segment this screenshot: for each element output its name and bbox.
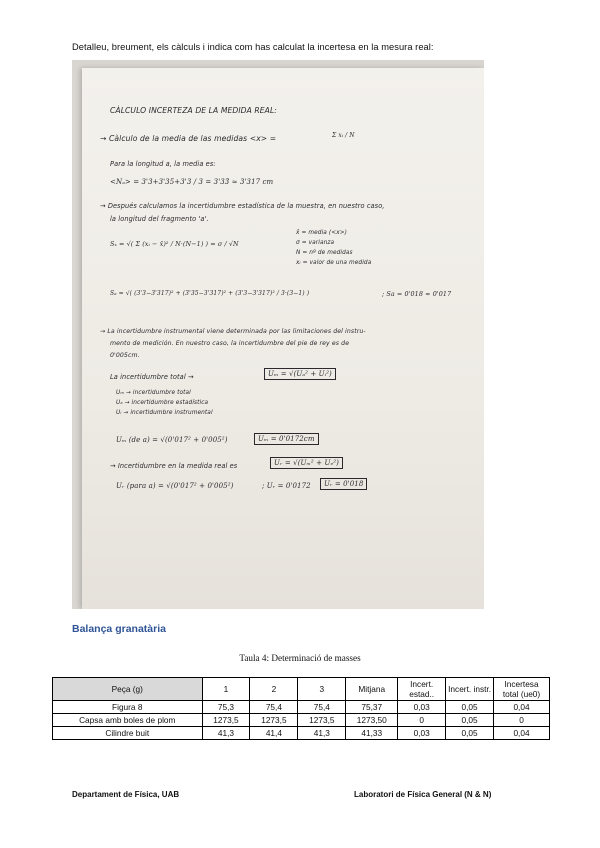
- notes-formula: Uₘ = √(Uₐ² + Uᵢ²): [264, 368, 336, 380]
- table-cell: Cilindre buit: [53, 727, 203, 740]
- table-cell: 75,4: [250, 701, 298, 714]
- table-header-row: [53, 678, 550, 701]
- mass-table: [52, 677, 550, 740]
- table-cell: 0: [494, 714, 550, 727]
- notes-line: → Incertidumbre en la medida real es: [110, 462, 238, 470]
- table-cell: 41,3: [202, 727, 250, 740]
- header-cell: 2: [250, 678, 298, 701]
- notes-result: Uₘ = 0'0172cm: [254, 433, 319, 445]
- table-cell: 0,05: [446, 714, 494, 727]
- notes-formula: Sₓ = √( Σ (xᵢ − x̄)² / N·(N−1) ) = σ / √N: [110, 240, 239, 248]
- notes-title: CÀLCULO INCERTEZA DE LA MEDIDA REAL:: [110, 106, 277, 115]
- table-cell: 1273,5: [298, 714, 346, 727]
- notes-line: → La incertidumbre instrumental viene determinada por las limitaciones del instru-: [100, 328, 366, 335]
- notes-line: → Después calculamos la incertidumbre estadística de la muestra, en nuestro caso,: [100, 202, 385, 210]
- header-cell: 3: [298, 678, 346, 701]
- header-cell: Incert. instr.: [446, 678, 494, 701]
- table-cell: 1273,5: [202, 714, 250, 727]
- table-cell: 0,03: [398, 727, 446, 740]
- notes-formula: Sₐ = √( (3'3−3'317)² + (3'35−3'317)² + (3'3−3'317)² / 3·(3−1) ): [110, 290, 310, 297]
- table-row: [53, 727, 550, 740]
- table-row: [53, 714, 550, 727]
- table-row: [53, 701, 550, 714]
- instructions-text: Detalleu, breument, els càlculs i indica com has calculat la incertesa en la mesura real:: [72, 42, 434, 52]
- footer-lab: Laboratori de Física General (N & N): [354, 790, 492, 799]
- notes-formula: Uᵣ = √(Uₘ² + Uₑ²): [270, 457, 343, 469]
- header-cell: Incertesa total (ue0): [494, 678, 550, 701]
- notes-line: mento de medición. En nuestro caso, la incertidumbre del pie de rey es de: [110, 340, 350, 347]
- table-cell: 41,33: [346, 727, 398, 740]
- handwritten-notes-photo: [72, 60, 484, 609]
- notes-legend: Uₐ → incertidumbre estadística: [116, 400, 209, 406]
- notes-line: la longitud del fragmento 'a'.: [110, 215, 209, 223]
- notes-line: → Càlculo de la media de las medidas <x> =: [100, 134, 277, 143]
- header-cell: Peça (g): [53, 678, 203, 701]
- notes-legend: Uₘ → incertidumbre total: [116, 390, 191, 396]
- table-cell: 0,04: [494, 701, 550, 714]
- notes-formula: ; Uᵣ = 0'0172: [262, 482, 311, 490]
- table-cell: 0,04: [494, 727, 550, 740]
- table-cell: 41,4: [250, 727, 298, 740]
- table-cell: 0: [398, 714, 446, 727]
- table-cell: 0,05: [446, 727, 494, 740]
- table-cell: 41,3: [298, 727, 346, 740]
- table-cell: 1273,50: [346, 714, 398, 727]
- table-cell: Figura 8: [53, 701, 203, 714]
- notes-formula: Σ xᵢ / N: [332, 132, 355, 139]
- table-cell: 1273,5: [250, 714, 298, 727]
- notes-legend: N = nº de medidas: [296, 250, 353, 256]
- table-cell: 0,03: [398, 701, 446, 714]
- notes-line: La incertidumbre total →: [110, 373, 194, 381]
- notes-formula: Uₘ (de a) = √(0'017² + 0'005²): [116, 436, 228, 444]
- notes-line: 0'005cm.: [110, 352, 140, 359]
- header-cell: Mitjana: [346, 678, 398, 701]
- table-caption: Taula 4: Determinació de masses: [239, 653, 361, 663]
- table-cell: Capsa amb boles de plom: [53, 714, 203, 727]
- table-cell: 75,4: [298, 701, 346, 714]
- notes-legend: σ = varianza: [296, 240, 335, 246]
- notes-legend: Uᵢ → incertidumbre instrumental: [116, 410, 213, 416]
- footer-department: Departament de Física, UAB: [72, 790, 180, 799]
- notes-formula: <Nₐ> = 3'3+3'35+3'3 / 3 = 3'33̄ ≈ 3'317 cm: [110, 178, 274, 186]
- table-cell: 75,37: [346, 701, 398, 714]
- section-heading: Balança granatària: [72, 623, 166, 635]
- table-cell: 0,05: [446, 701, 494, 714]
- notes-legend: xᵢ = valor de una medida: [296, 260, 372, 266]
- header-cell: 1: [202, 678, 250, 701]
- notes-result: Uᵣ = 0'018: [320, 478, 367, 490]
- notes-formula: Uᵣ (para a) = √(0'017² + 0'005²): [116, 482, 234, 490]
- notes-legend: x̄ = media (<x>): [296, 230, 348, 236]
- notes-line: Para la longitud a, la media es:: [110, 160, 216, 168]
- header-cell: Incert. estad..: [398, 678, 446, 701]
- table-cell: 75,3: [202, 701, 250, 714]
- notes-formula: ; Sa = 0'018 ≈ 0'017: [382, 290, 452, 298]
- notebook-page: [82, 68, 484, 609]
